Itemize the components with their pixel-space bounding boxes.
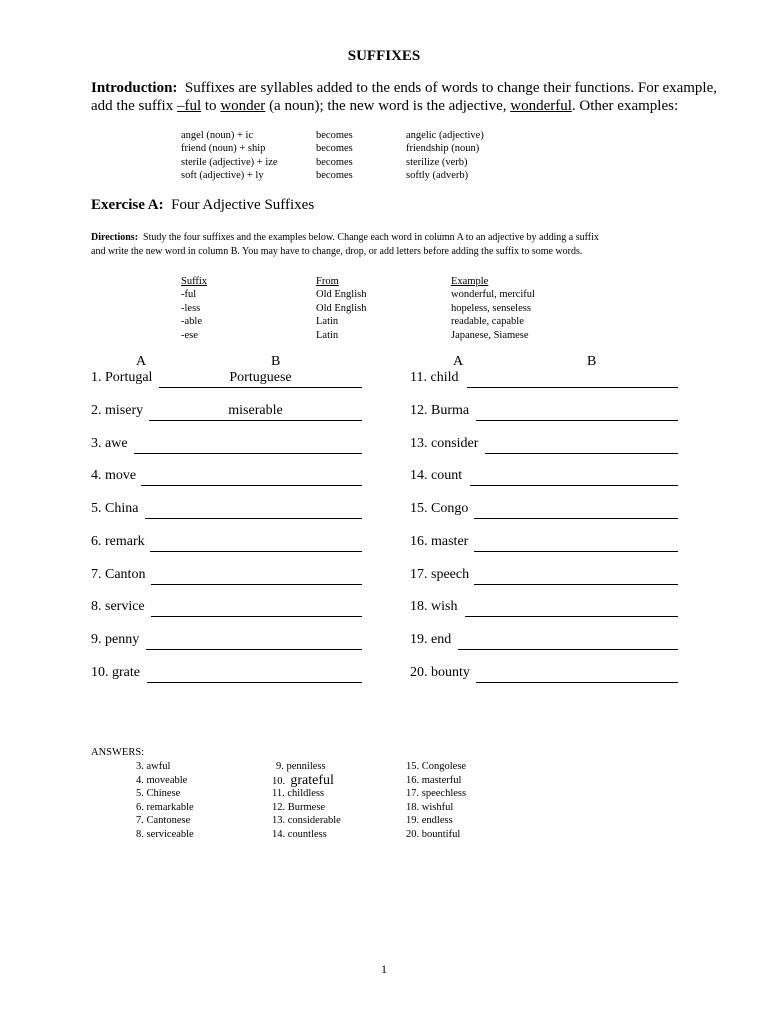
answers-label: ANSWERS:	[91, 747, 145, 758]
answer-line[interactable]	[476, 420, 678, 421]
answers-column-3	[406, 760, 466, 842]
directions-label: Directions:	[91, 232, 139, 243]
example-base: friend (noun) + ship	[181, 143, 266, 155]
directions-line-2: and write the new word in column B. You may have to change, drop, or add letters before adding the suffix to some words.	[91, 245, 583, 257]
exercise-item	[410, 632, 678, 652]
column-a-header: A	[453, 354, 464, 369]
intro-text-1: Suffixes are syllables added to the ends of words to change their functions. For example,	[184, 80, 717, 96]
intro-word-wonder: wonder	[220, 97, 266, 114]
answer-line[interactable]	[134, 453, 362, 454]
example-cell: Japanese, Siamese	[451, 329, 529, 341]
item-word: 6. remark	[91, 534, 145, 549]
answer-line[interactable]	[465, 616, 678, 617]
exercise-item	[410, 370, 678, 390]
item-word: 16. master	[410, 534, 469, 549]
answer-line[interactable]	[151, 584, 362, 585]
exercise-item	[410, 501, 678, 521]
intro-text-2c: to	[201, 97, 221, 114]
from-column	[316, 275, 366, 342]
intro-text-2g: . Other examples:	[571, 97, 679, 114]
answer-word: grateful	[290, 772, 334, 788]
answer-entry: 4. moveable	[136, 774, 188, 786]
answer-line[interactable]	[476, 682, 678, 683]
exercise-item	[410, 436, 678, 456]
example-result: angelic (adjective)	[406, 130, 484, 141]
answer-entry	[272, 774, 341, 788]
answer-line[interactable]	[474, 551, 678, 552]
from-cell: Old English	[316, 302, 367, 314]
from-cell: Latin	[316, 316, 339, 328]
example-base: soft (adjective) + ly	[181, 170, 264, 182]
answer-entry: 11. childless	[272, 788, 325, 800]
exercise-item	[410, 599, 678, 619]
directions-line-1	[91, 231, 599, 245]
example-cell: hopeless, senseless	[451, 302, 531, 314]
answer-entry: 17. speechless	[406, 788, 467, 800]
answer-line[interactable]	[485, 453, 678, 454]
item-word: 7. Canton	[91, 567, 146, 582]
item-word: 9. penny	[91, 632, 140, 647]
answer-entry: 3. awful	[136, 761, 171, 772]
answer-line[interactable]	[141, 485, 362, 486]
item-word: 3. awe	[91, 436, 128, 451]
item-word: 12. Burma	[410, 403, 470, 418]
answer-line[interactable]	[150, 551, 362, 552]
answer-entry: 12. Burmese	[272, 801, 326, 813]
directions-text-1: Study the four suffixes and the examples below. Change each word in column A to an adjective by adding a suffix	[143, 232, 599, 243]
answer-entry: 19. endless	[406, 815, 453, 827]
exercise-item	[91, 534, 362, 554]
answer-entry: 6. remarkable	[136, 801, 194, 813]
answer-line[interactable]	[149, 420, 362, 421]
answer-line[interactable]	[458, 649, 678, 650]
example-result: softly (adverb)	[406, 170, 469, 182]
introduction	[91, 80, 717, 115]
item-word: 13. consider	[410, 436, 479, 451]
exercise-label: Exercise A:	[91, 197, 164, 213]
intro-text-2e: (a noun); the new word is the adjective,	[265, 97, 511, 114]
answer-line[interactable]	[474, 518, 678, 519]
item-word: 17. speech	[410, 567, 470, 582]
suffix-cell: -less	[181, 302, 201, 314]
directions	[91, 231, 599, 258]
example-verb: becomes	[316, 130, 353, 141]
item-word: 20. bounty	[410, 665, 470, 680]
exercise-title: Four Adjective Suffixes	[171, 197, 315, 213]
example-header: Example	[451, 276, 489, 287]
exercise-item	[410, 534, 678, 554]
exercise-item	[91, 403, 362, 423]
suffix-header: Suffix	[181, 276, 208, 287]
exercise-item	[91, 599, 362, 619]
from-cell: Latin	[316, 329, 339, 341]
item-word: 10. grate	[91, 665, 140, 680]
exercise-item	[91, 501, 362, 521]
answer-line[interactable]	[467, 387, 678, 388]
intro-label: Introduction:	[91, 80, 178, 96]
intro-line-1	[91, 80, 717, 98]
answer-line[interactable]	[474, 584, 678, 585]
answer-entry: 9. penniless	[276, 761, 326, 772]
example-result: friendship (noun)	[406, 143, 480, 155]
answer-entry: 18. wishful	[406, 801, 454, 813]
answer-entry: 16. masterful	[406, 774, 462, 786]
answer-line[interactable]	[145, 518, 362, 519]
answer-line[interactable]	[159, 387, 362, 388]
example-verb: becomes	[316, 143, 353, 155]
from-cell: Old English	[316, 289, 367, 301]
exercise-item	[91, 665, 362, 685]
example-cell: wonderful, merciful	[451, 289, 535, 301]
answer-entry: 13. considerable	[272, 815, 341, 827]
column-b-header: B	[587, 354, 597, 369]
item-word: 1. Portugal	[91, 370, 153, 385]
exercise-item	[91, 567, 362, 587]
answers-column-2	[272, 760, 341, 842]
item-word: 15. Congo	[410, 501, 469, 516]
example-base: angel (noun) + ic	[181, 130, 254, 141]
suffix-cell: -able	[181, 316, 202, 328]
intro-text-2a: add the suffix	[91, 97, 177, 114]
page-title: SUFFIXES	[347, 48, 421, 64]
example-column	[451, 275, 535, 342]
examples-base-column	[181, 129, 278, 183]
exercise-item	[91, 370, 362, 390]
item-word: 5. China	[91, 501, 139, 516]
answer-entry: 15. Congolese	[406, 761, 467, 772]
exercise-item	[410, 403, 678, 423]
examples-result-column	[406, 129, 484, 183]
example-cell: readable, capable	[451, 316, 524, 328]
answer-entry: 7. Cantonese	[136, 815, 191, 827]
answers-column-1	[136, 760, 194, 842]
exercise-item	[410, 468, 678, 488]
item-word: 4. move	[91, 468, 137, 483]
item-word: 18. wish	[410, 599, 458, 614]
exercise-item	[410, 567, 678, 587]
intro-word-wonderful: wonderful	[510, 97, 572, 114]
column-a-header: A	[136, 354, 147, 369]
intro-line-2	[91, 98, 717, 116]
answer-entry: 20. bountiful	[406, 828, 461, 840]
column-b-header: B	[271, 354, 281, 369]
item-word: 11. child	[410, 370, 459, 385]
answer-entry: 5. Chinese	[136, 788, 181, 800]
exercise-heading	[91, 197, 314, 214]
item-word: 2. misery	[91, 403, 144, 418]
suffix-cell: -ese	[181, 329, 198, 341]
intro-suffix-ful: –ful	[176, 97, 202, 114]
answer-entry: 8. serviceable	[136, 828, 194, 840]
answer-line[interactable]	[147, 682, 362, 683]
exercise-item	[91, 468, 362, 488]
example-result: sterilize (verb)	[406, 156, 468, 168]
answer-line[interactable]	[470, 485, 678, 486]
examples-verb-column	[316, 129, 353, 183]
item-word: 19. end	[410, 632, 452, 647]
item-word: 14. count	[410, 468, 463, 483]
example-verb: becomes	[316, 156, 353, 168]
example-base: sterile (adjective) + ize	[181, 156, 278, 168]
item-word: 8. service	[91, 599, 145, 614]
exercise-item	[91, 632, 362, 652]
item-answer: miserable	[228, 403, 283, 418]
suffix-cell: -ful	[181, 289, 197, 301]
answer-entry: 14. countless	[272, 828, 327, 840]
exercise-item	[410, 665, 678, 685]
answer-number: 10.	[272, 775, 286, 787]
page-number: 1	[381, 962, 387, 976]
answer-line[interactable]	[146, 649, 362, 650]
suffix-column	[181, 275, 207, 342]
from-header: From	[316, 276, 339, 287]
example-verb: becomes	[316, 170, 353, 182]
item-answer: Portuguese	[229, 370, 292, 385]
answer-line[interactable]	[151, 616, 362, 617]
exercise-item	[91, 436, 362, 456]
